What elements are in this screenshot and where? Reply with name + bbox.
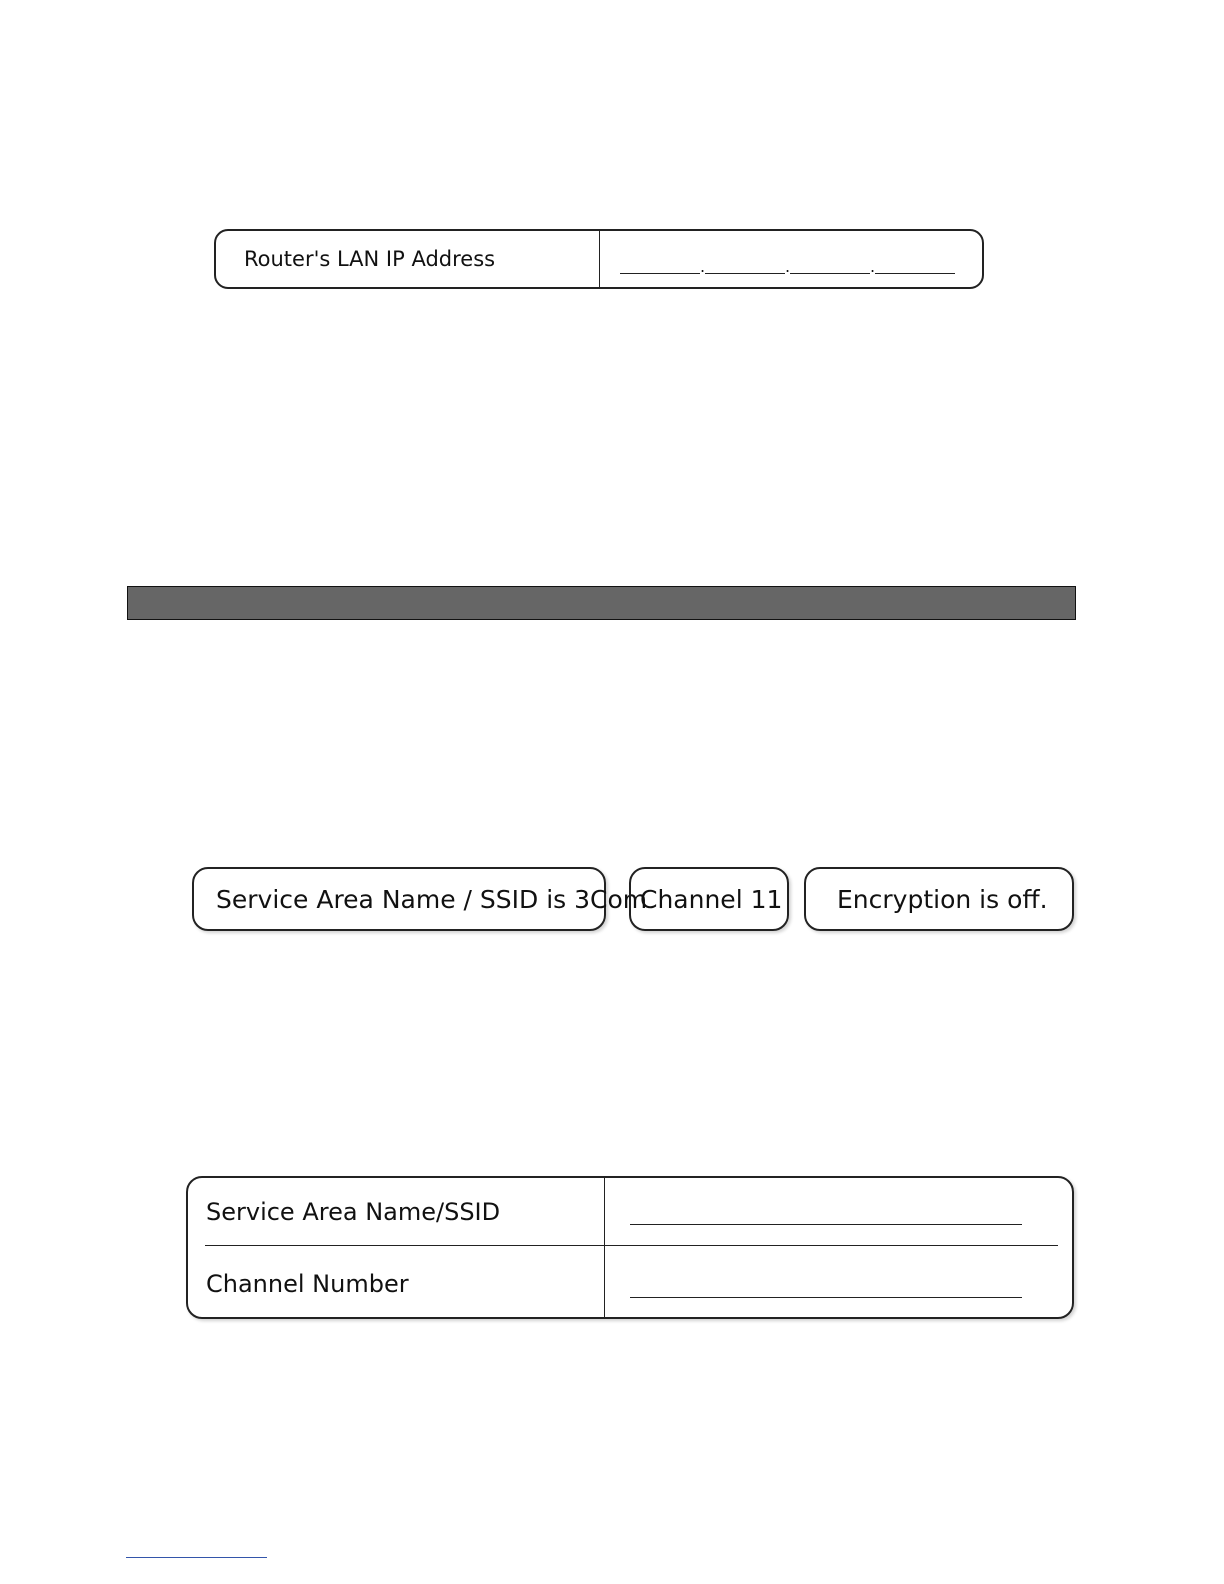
- table-row-divider: [205, 1245, 1058, 1246]
- ip-octet-3-line: [790, 273, 870, 274]
- ip-octet-2-line: [705, 273, 785, 274]
- ip-dot-1: .: [700, 257, 706, 276]
- channel-pill: Channel 11: [629, 867, 789, 931]
- ssid-row-label: Service Area Name/SSID: [206, 1198, 501, 1226]
- ip-dot-2: .: [785, 257, 791, 276]
- ssid-entry-line[interactable]: [630, 1224, 1022, 1225]
- router-ip-label: Router's LAN IP Address: [216, 231, 600, 287]
- footnote-rule: [126, 1557, 267, 1558]
- section-header-bar: [127, 586, 1076, 620]
- router-ip-value-field[interactable]: [600, 231, 982, 287]
- wireless-record-table: [186, 1176, 1074, 1319]
- ip-octet-1-line: [620, 273, 700, 274]
- ip-octet-4-line: [875, 273, 955, 274]
- encryption-pill: Encryption is off.: [804, 867, 1074, 931]
- channel-entry-line[interactable]: [630, 1297, 1022, 1298]
- table-column-divider: [604, 1178, 605, 1317]
- ssid-pill: Service Area Name / SSID is 3Com: [192, 867, 606, 931]
- channel-row-label: Channel Number: [206, 1270, 409, 1298]
- router-ip-box: [214, 229, 984, 289]
- ip-dot-3: .: [870, 257, 876, 276]
